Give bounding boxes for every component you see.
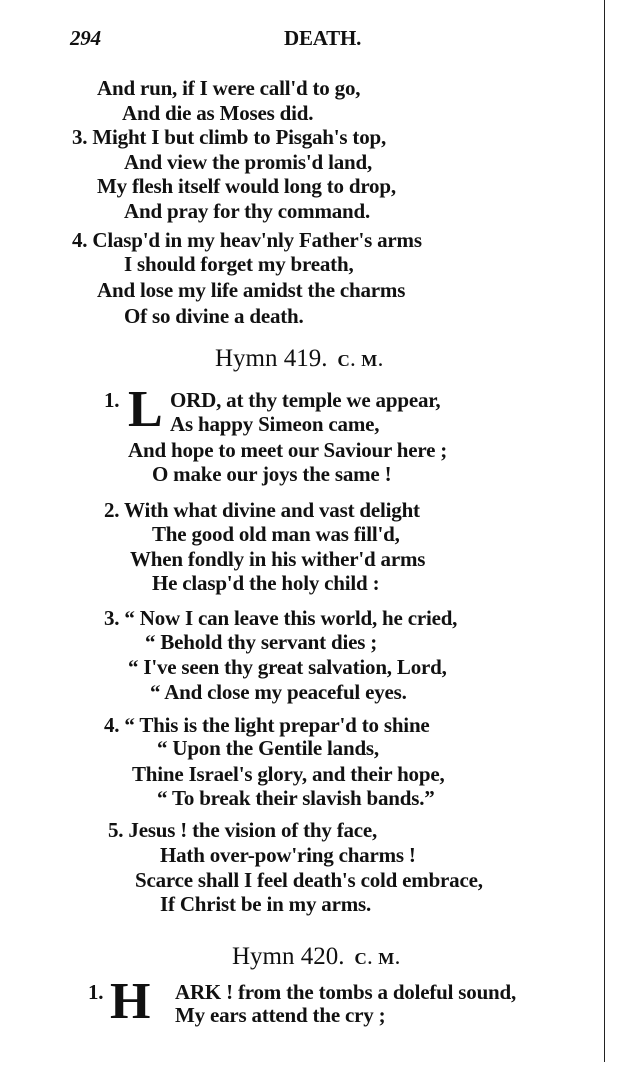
verse-line: 4. “ This is the light prepar'd to shine bbox=[104, 713, 430, 737]
verse-line: The good old man was fill'd, bbox=[152, 522, 400, 546]
verse-line: When fondly in his wither'd arms bbox=[130, 547, 426, 571]
verse-line: “ And close my peaceful eyes. bbox=[150, 680, 407, 704]
verse-line: 3. Might I but climb to Pisgah's top, bbox=[72, 125, 387, 149]
verse-line: O make our joys the same ! bbox=[152, 462, 392, 486]
verse-line: I should forget my breath, bbox=[124, 252, 354, 276]
hymn-420-title: Hymn 420. C. M. bbox=[232, 943, 401, 970]
verse-line: “ Behold thy servant dies ; bbox=[145, 630, 378, 654]
verse-line: If Christ be in my arms. bbox=[160, 892, 372, 916]
drop-cap: H bbox=[110, 973, 151, 1030]
verse-line: As happy Simeon came, bbox=[170, 412, 380, 436]
drop-cap: L bbox=[128, 381, 163, 438]
verse-line: “ I've seen thy great salvation, Lord, bbox=[128, 655, 447, 679]
verse-line: “ Upon the Gentile lands, bbox=[157, 736, 379, 760]
verse-line: “ To break their slavish bands.” bbox=[157, 786, 435, 810]
verse-line: Thine Israel's glory, and their hope, bbox=[132, 762, 445, 786]
page-edge-line bbox=[604, 0, 605, 1062]
verse-line: 2. With what divine and vast delight bbox=[104, 498, 420, 522]
stanza-number: 1. bbox=[88, 980, 104, 1004]
verse-line: And view the promis'd land, bbox=[124, 150, 373, 174]
verse-line: And lose my life amidst the charms bbox=[97, 278, 406, 302]
verse-line: My flesh itself would long to drop, bbox=[97, 174, 396, 198]
verse-line: 4. Clasp'd in my heav'nly Father's arms bbox=[72, 228, 422, 252]
verse-line: 5. Jesus ! the vision of thy face, bbox=[108, 818, 378, 842]
verse-line: Of so divine a death. bbox=[124, 304, 304, 328]
verse-line: Scarce shall I feel death's cold embrace, bbox=[135, 868, 483, 892]
verse-line: And die as Moses did. bbox=[122, 101, 314, 125]
verse-line: Hath over-pow'ring charms ! bbox=[160, 843, 416, 867]
verse-line: And run, if I were call'd to go, bbox=[97, 76, 361, 100]
verse-line: ORD, at thy temple we appear, bbox=[170, 388, 441, 412]
running-title: DEATH. bbox=[284, 26, 362, 50]
verse-line: 3. “ Now I can leave this world, he cried, bbox=[104, 606, 458, 630]
verse-line: ARK ! from the tombs a doleful sound, bbox=[175, 980, 517, 1004]
verse-line: And pray for thy command. bbox=[124, 199, 371, 223]
verse-line: He clasp'd the holy child : bbox=[152, 571, 380, 595]
verse-line: And hope to meet our Saviour here ; bbox=[128, 438, 448, 462]
stanza-number: 1. bbox=[104, 388, 120, 412]
page-number: 294 bbox=[70, 26, 101, 50]
verse-line: My ears attend the cry ; bbox=[175, 1003, 386, 1027]
hymn-419-title: Hymn 419. C. M. bbox=[215, 345, 384, 372]
